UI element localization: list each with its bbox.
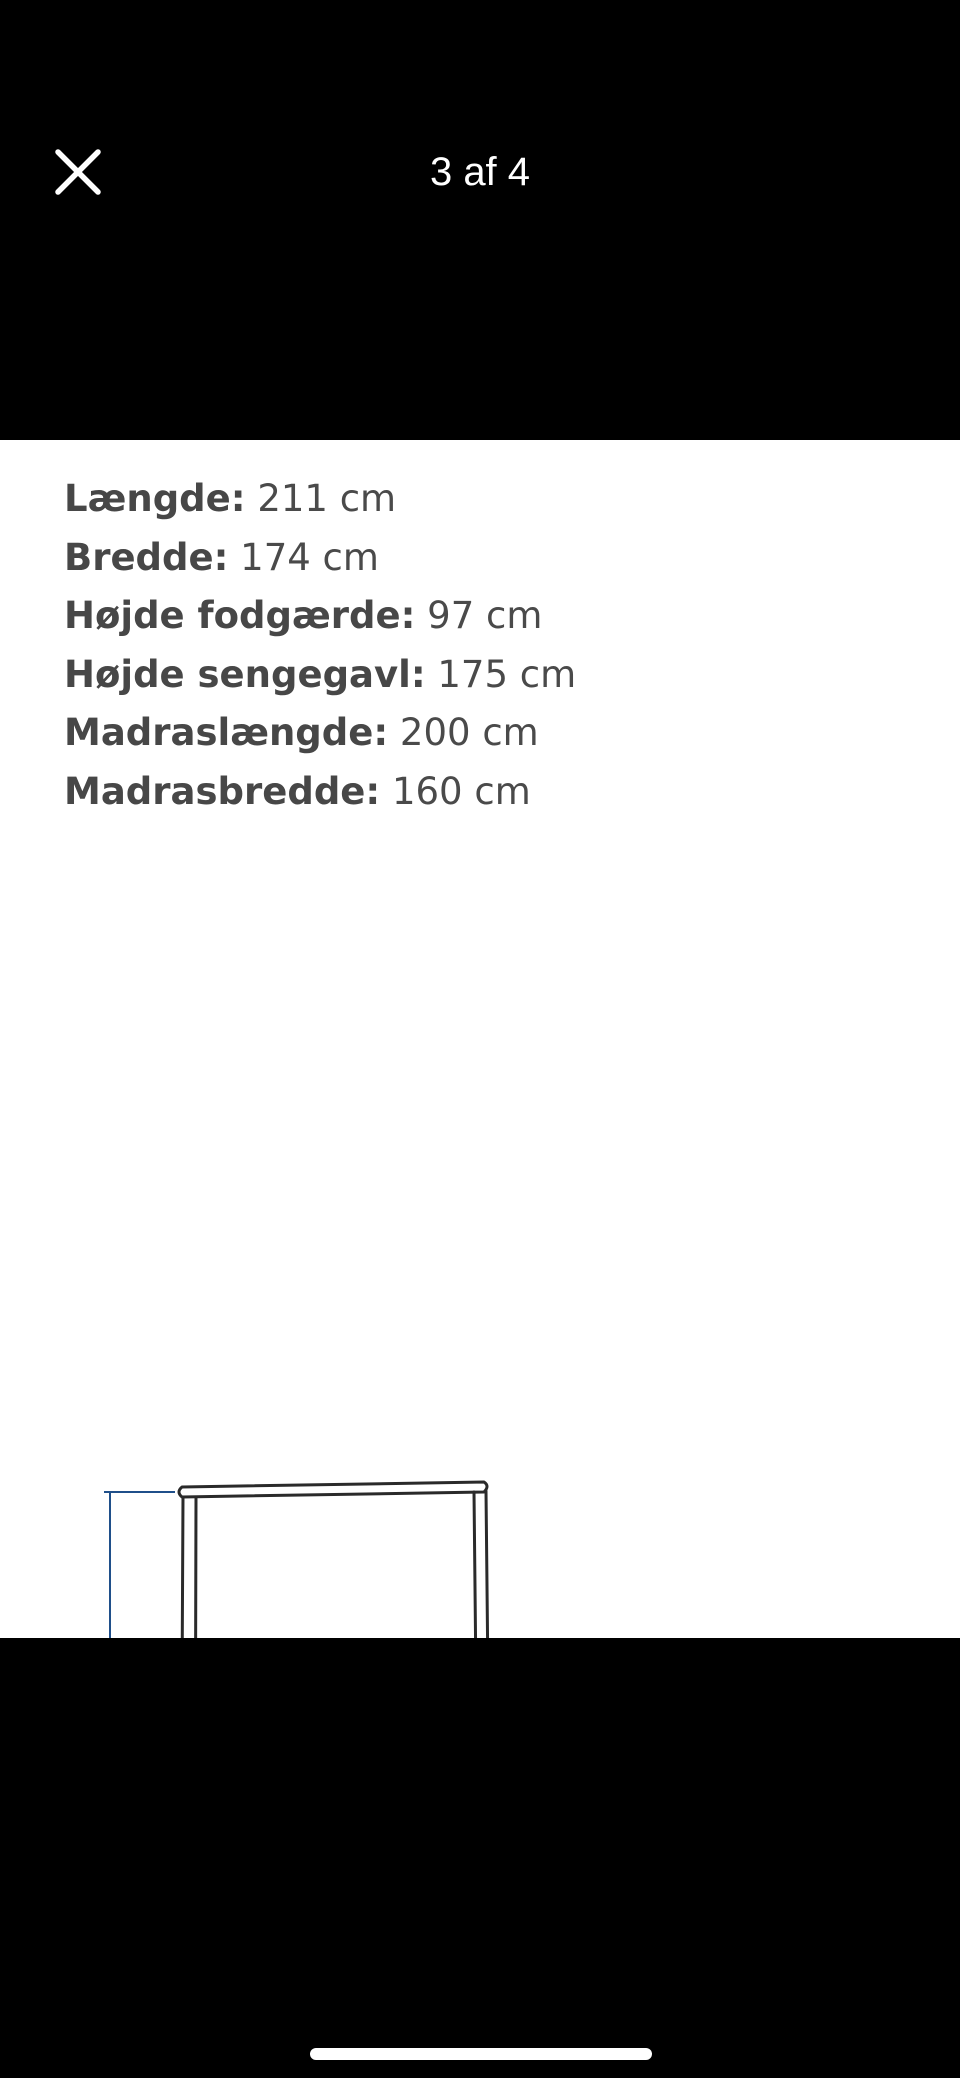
home-indicator[interactable] [310, 2048, 652, 2060]
spec-label: Bredde: [64, 535, 229, 579]
spec-list [64, 470, 576, 822]
spec-value: 97 cm [415, 594, 543, 638]
image-counter: 3 af 4 [429, 150, 531, 194]
spec-footboard-height [64, 587, 576, 646]
spec-mattress-length [64, 704, 576, 763]
bed-dimension-diagram [0, 1000, 960, 1620]
product-image[interactable] [0, 440, 960, 1638]
spec-label: Højde sengegavl: [64, 652, 426, 696]
spec-value: 160 cm [380, 769, 531, 813]
spec-mattress-width [64, 763, 576, 822]
spec-value: 175 cm [425, 652, 577, 696]
spec-value: 200 cm [388, 711, 539, 755]
spec-label: Madraslængde: [64, 711, 389, 755]
viewer-footer [0, 1638, 960, 2078]
spec-label: Højde fodgærde: [64, 594, 416, 638]
spec-width [64, 529, 576, 588]
spec-value: 174 cm [228, 535, 379, 579]
spec-headboard-height [64, 646, 576, 705]
spec-label: Madrasbredde: [64, 769, 381, 813]
bed-frame-drawing [0, 1000, 960, 1620]
spec-label: Længde: [64, 477, 246, 520]
spec-length [64, 470, 576, 529]
viewer-header [0, 0, 960, 440]
spec-value: 211 cm [245, 477, 397, 520]
